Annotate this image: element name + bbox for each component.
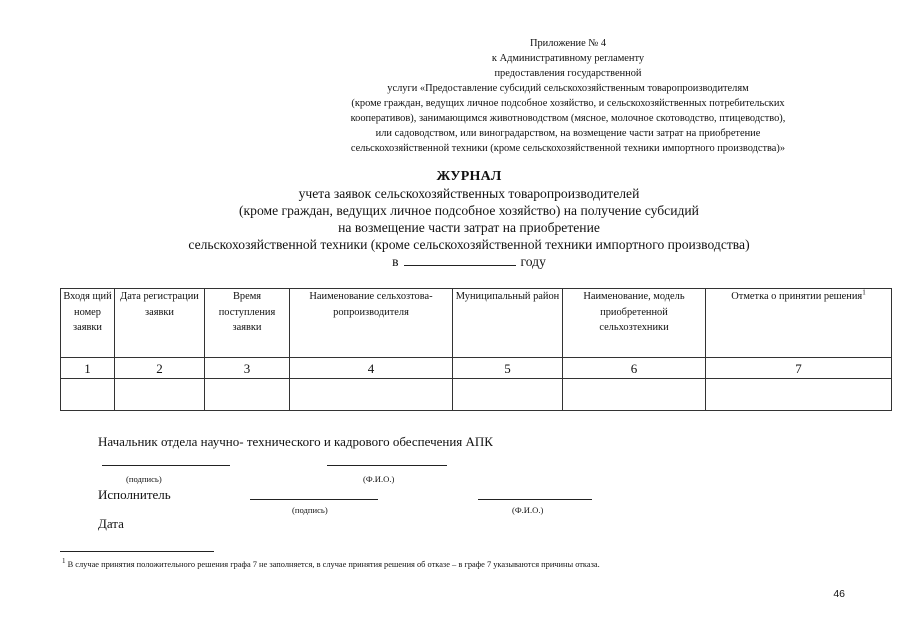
table-cell [706, 379, 892, 411]
table-row-empty [61, 379, 892, 411]
head-of-department-label: Начальник отдела научно- технического и кадрового обеспечения АПК [98, 434, 493, 449]
footnote-text: В случае принятия положительного решения графа 7 не заполняется, в случае принятия решения об отказе – в графе 7 указываются причины отказа. [67, 560, 600, 569]
header-cell: Муниципальный район [453, 289, 563, 358]
journal-title: ЖУРНАЛ [436, 169, 502, 184]
header-cell: Наименование сельхозтова- ропроизводителя [290, 289, 453, 358]
appendix-line: услуги «Предоставление субсидий сельскохозяйственным товаропроизводителям [387, 83, 749, 94]
table-cell [205, 379, 290, 411]
table-number-row [61, 358, 892, 379]
year-prefix: в [392, 254, 399, 269]
executor-fio-caption: (Ф.И.О.) [512, 505, 544, 515]
journal-year-line [140, 253, 798, 270]
journal-subtitle-line: учета заявок сельскохозяйственных товаропроизводителей [298, 186, 640, 201]
header-cell-text: Отметка о принятии решения [731, 291, 863, 302]
header-cell: Дата регистрации заявки [115, 289, 205, 358]
fio-line [327, 465, 447, 466]
table-cell [115, 379, 205, 411]
year-suffix: году [520, 254, 546, 269]
appendix-line: (кроме граждан, ведущих личное подсобное хозяйство, и сельскохозяйственных потребительских [351, 98, 785, 109]
header-cell: Наименование, модель приобретенной сельхозтехники [563, 289, 706, 358]
fio-caption [363, 474, 394, 484]
signature-line [102, 465, 230, 466]
page-number: 46 [833, 588, 845, 600]
journal-table [60, 288, 892, 411]
journal-subtitle-line: сельскохозяйственной техники (кроме сельскохозяйственной техники импортного производства) [188, 237, 750, 252]
table-cell [61, 379, 115, 411]
signature-caption: (подпись) [126, 474, 162, 484]
journal-subtitle-line: на возмещение части затрат на приобретение [338, 220, 600, 235]
appendix-line: кооперативов), занимающимся животноводством (мясное, молочное скотоводство, птицеводство), [350, 113, 786, 124]
executor-label: Исполнитель [98, 487, 171, 502]
header-cell-decision [706, 289, 892, 358]
executor-signature-caption: (подпись) [292, 505, 328, 515]
column-number: 4 [290, 358, 453, 379]
table-cell [453, 379, 563, 411]
table-cell [290, 379, 453, 411]
footnote-number: 1 [62, 557, 66, 566]
footnote [62, 557, 600, 569]
column-number: 3 [205, 358, 290, 379]
header-cell: Время поступления заявки [205, 289, 290, 358]
date-label: Дата [98, 516, 124, 531]
journal-subtitle-line: (кроме граждан, ведущих личное подсобное хозяйство) на получение субсидий [239, 203, 699, 218]
appendix-line: или садоводством, или виноградарством, на возмещение части затрат на приобретение [375, 128, 761, 139]
executor-signature-line [250, 499, 378, 500]
table-cell [563, 379, 706, 411]
appendix-line: предоставления государственной [494, 68, 642, 79]
appendix-line: сельскохозяйственной техники (кроме сельскохозяйственной техники импортного производства)» [350, 143, 786, 154]
footnote-mark: 1 [862, 288, 866, 297]
journal-title-block [140, 168, 798, 270]
appendix-line: к Административному регламенту [491, 53, 645, 64]
column-number: 6 [563, 358, 706, 379]
footnote-separator [60, 551, 214, 552]
table-header-row [61, 289, 892, 358]
column-number: 2 [115, 358, 205, 379]
year-blank [404, 254, 516, 266]
column-number: 5 [453, 358, 563, 379]
column-number: 1 [61, 358, 115, 379]
header-cell: Входя щий номер заявки [61, 289, 115, 358]
fio-caption-text: (Ф.И.О.) [363, 474, 395, 484]
column-number: 7 [706, 358, 892, 379]
executor-fio-line [478, 499, 592, 500]
appendix-line: Приложение № 4 [529, 38, 607, 49]
appendix-header [280, 36, 856, 156]
